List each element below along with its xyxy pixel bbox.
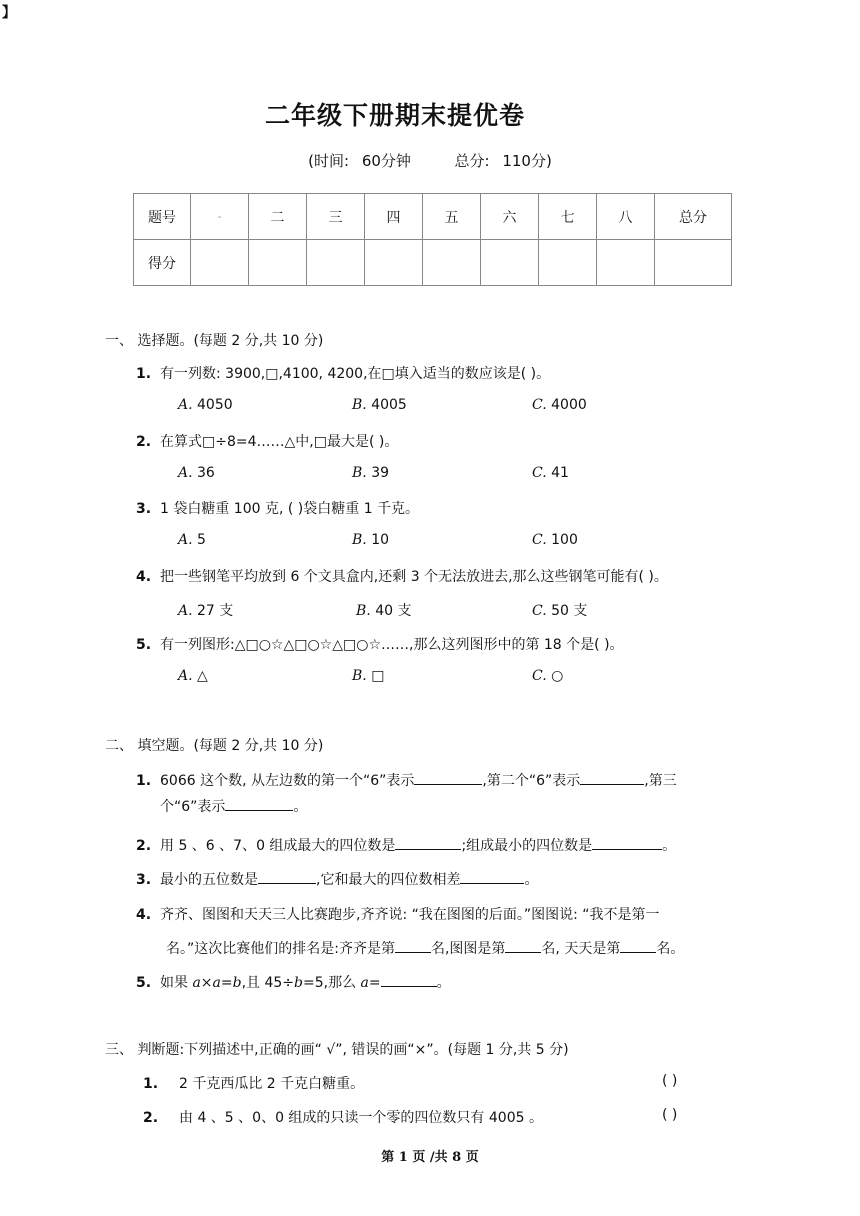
option-a[interactable] [178,465,215,481]
option-a[interactable] [178,600,233,620]
score-row-label: 得分 [134,240,191,286]
option-c[interactable] [532,532,578,548]
option-label: A. [178,668,193,684]
option-label: C. [532,397,547,413]
option-value: △ [197,668,208,684]
total-label: 总分: [454,152,490,170]
option-value: 40 支 [375,603,412,619]
score-cell[interactable] [191,240,249,286]
question-text: 名, 天天是第 [541,941,621,957]
option-value: 39 [371,465,390,481]
option-b[interactable] [352,668,384,684]
option-c[interactable] [532,465,569,481]
question-text: 。 [662,838,677,854]
answer-bracket[interactable]: ( ) [662,1107,678,1123]
time-value: 60分钟 [361,152,411,170]
option-c[interactable] [532,600,587,620]
option-label: B. [356,603,371,619]
header-cell: 三 [307,194,365,240]
score-table-score-row [134,240,732,286]
header-cell: 八 [597,194,655,240]
math-expression: a [360,975,369,991]
option-b[interactable] [352,532,389,548]
option-value: ○ [551,668,564,684]
question-number: 2. [136,434,152,450]
question-text: 1 袋白糖重 100 克, ( )袋白糖重 1 千克。 [160,501,420,517]
option-label: A. [178,465,193,481]
option-c[interactable] [532,668,563,684]
score-cell[interactable] [307,240,365,286]
page-title: 二年级下册期末提优卷 [264,101,525,130]
header-cell: 五 [423,194,481,240]
question-number: 2. [136,838,152,854]
question [136,869,538,889]
question-number: 1. [136,366,152,382]
question [136,972,451,992]
question-text: ,第二个“6”表示 [482,773,581,789]
option-label: B. [352,397,367,413]
option-label: A. [178,397,193,413]
option-label: C. [532,603,547,619]
question-text: 个“6”表示 [160,799,226,815]
option-c[interactable] [532,397,587,413]
question-text: 。 [524,872,539,888]
option-label: B. [352,532,367,548]
answer-blank[interactable] [414,770,482,785]
option-value: 100 [551,532,578,548]
question-text: 名。”这次比赛他们的排名是:齐齐是第 [166,941,395,957]
score-cell[interactable] [597,240,655,286]
question-text: ,第三 [644,773,677,789]
question-number: 1. [136,773,152,789]
page-footer: 第 1 页 /共 8 页 [381,1150,479,1165]
score-cell[interactable] [655,240,732,286]
option-value: □ [371,668,385,684]
option-label: B. [352,668,367,684]
question-number: 4. [136,569,152,585]
total-value: 110分) [502,152,552,170]
question [136,904,660,924]
answer-blank[interactable] [460,869,524,884]
option-b[interactable] [356,600,411,620]
option-label: A. [178,532,193,548]
answer-blank[interactable] [225,796,293,811]
option-value: 27 支 [197,603,234,619]
question-text: 把一些钢笔平均放到 6 个文具盒内,还剩 3 个无法放进去,那么这些钢笔可能有( )。 [160,569,668,585]
question [136,363,550,383]
option-value: 50 支 [551,603,588,619]
option-b[interactable] [352,397,407,413]
answer-blank[interactable] [395,835,461,850]
exam-info [0,150,860,171]
question-number: 3. [136,872,152,888]
header-cell: - [191,194,249,240]
header-cell: 题号 [134,194,191,240]
header-cell: 六 [481,194,539,240]
question-text: 有一列图形:△□○☆△□○☆△□○☆……,那么这列图形中的第 18 个是( )。 [160,637,624,653]
score-cell[interactable] [539,240,597,286]
question-text: =5,那么 [303,975,357,991]
answer-blank[interactable] [580,770,644,785]
option-label: B. [352,465,367,481]
option-label: C. [532,668,547,684]
option-label: A. [178,603,193,619]
header-cell: 七 [539,194,597,240]
answer-blank[interactable] [258,869,316,884]
question-text: 有一列数: 3900,□,4100, 4200,在□填入适当的数应该是( )。 [160,366,551,382]
option-value: 4005 [371,397,407,413]
question-number: 2. [143,1110,159,1126]
option-value: 4050 [197,397,233,413]
question-number: 1. [143,1076,159,1092]
question-number: 4. [136,907,152,923]
option-value: 4000 [551,397,587,413]
answer-blank[interactable] [505,938,541,953]
corner-mark: 】 [2,5,16,21]
score-table-header-row [134,194,732,240]
question-text: ;组成最小的四位数是 [461,838,593,854]
section-heading: 三、 判断题:下列描述中,正确的画“ √”, 错误的画“×”。(每题 1 分,共 5 分) [105,1042,569,1058]
header-cell: 四 [365,194,423,240]
option-b[interactable] [352,465,389,481]
question-number: 3. [136,501,152,517]
question-text: = [368,975,381,991]
answer-blank[interactable] [395,938,431,953]
score-cell[interactable] [365,240,423,286]
answer-blank[interactable] [592,835,662,850]
option-value: 5 [197,532,206,548]
header-cell: 二 [249,194,307,240]
question [136,770,677,790]
question-text: ,它和最大的四位数相差 [316,872,461,888]
section-heading: 二、 填空题。(每题 2 分,共 10 分) [105,738,324,754]
header-cell: 总分 [655,194,732,240]
option-a[interactable] [178,668,208,684]
question [136,431,398,451]
question-text: ,且 45÷ [241,975,295,991]
question-text: 。 [293,799,308,815]
answer-blank[interactable] [381,972,437,987]
option-value: 36 [197,465,215,481]
question [136,566,668,586]
question-text: 名。 [656,941,685,957]
math-expression: b [294,975,303,991]
section-heading: 一、 选择题。(每题 2 分,共 10 分) [105,333,324,349]
question [136,634,624,654]
question-text: 齐齐、图图和天天三人比赛跑步,齐齐说: “我在图图的后面。”图图说: “我不是第一 [160,907,660,923]
option-label: C. [532,532,547,548]
option-value: 10 [371,532,390,548]
time-label: (时间: [308,152,350,170]
score-cell[interactable] [249,240,307,286]
question-text: 名,图图是第 [430,941,506,957]
score-cell[interactable] [423,240,481,286]
question-text: 最小的五位数是 [160,872,258,888]
question-text: 2 千克西瓜比 2 千克白糖重。 [179,1076,365,1092]
question-continued [160,796,307,816]
question-number: 5. [136,637,152,653]
question-text: 。 [436,975,451,991]
option-a[interactable] [178,397,233,413]
question-text: 在算式□÷8=4……△中,□最大是( )。 [160,434,399,450]
question-text: 如果 [160,975,188,991]
math-expression: a×a=b [192,975,242,991]
question [143,1107,543,1127]
question [136,835,676,855]
option-label: C. [532,465,547,481]
score-cell[interactable] [481,240,539,286]
answer-blank[interactable] [620,938,656,953]
answer-bracket[interactable]: ( ) [662,1073,678,1089]
question [136,498,419,518]
question-number: 5. [136,975,152,991]
question [143,1073,364,1093]
question-text: 由 4 、5 、0、0 组成的只读一个零的四位数只有 4005 。 [179,1110,543,1126]
option-a[interactable] [178,532,206,548]
question-text: 6066 这个数, 从左边数的第一个“6”表示 [160,773,415,789]
question-text: 用 5 、6 、7、0 组成最大的四位数是 [160,838,396,854]
score-table [133,193,732,286]
option-value: 41 [551,465,569,481]
question-continued [166,938,684,958]
